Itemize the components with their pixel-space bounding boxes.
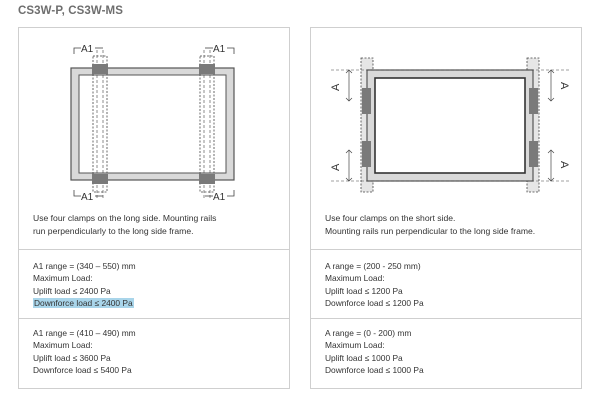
dim-label-left-bottom: A [330, 163, 342, 171]
downforce-load: Downforce load ≤ 1000 Pa [325, 364, 424, 375]
load-spec-block [33, 260, 283, 309]
uplift-load: Uplift load ≤ 1000 Pa [325, 352, 403, 363]
divider [19, 249, 289, 250]
range-text: A1 range = (410 – 490) mm [33, 328, 136, 338]
page-title: CS3W-P, CS3W-MS [18, 5, 123, 17]
clamp-right-bottom [529, 141, 538, 167]
load-spec-block [325, 327, 575, 376]
clamp-left-top [362, 88, 371, 114]
dim-label-bottom-left: A1 [81, 192, 94, 203]
uplift-load: Uplift load ≤ 3600 Pa [33, 352, 111, 363]
dim-label-right-top: A [558, 82, 570, 90]
max-load-label: Maximum Load: [325, 273, 385, 284]
range-text: A range = (0 - 200) mm [325, 328, 412, 338]
downforce-load: Downforce load ≤ 1200 Pa [325, 297, 424, 308]
module-glass [375, 78, 525, 173]
clamp-bottom-right [199, 174, 215, 184]
clamp-left-bottom [362, 141, 371, 167]
long-side-clamp-diagram [19, 28, 289, 205]
clamp-bottom-left [92, 174, 108, 184]
clamp-top-right [199, 64, 215, 74]
dim-label-left-top: A [330, 83, 342, 91]
dim-label-top-left: A1 [81, 44, 94, 55]
divider [19, 318, 289, 319]
dim-label-top-right: A1 [213, 44, 226, 55]
uplift-load: Uplift load ≤ 1200 Pa [325, 285, 403, 296]
range-text: A range = (200 - 250 mm) [325, 261, 421, 271]
short-side-caption: Use four clamps on the short side. Mounting rails run perpendicular to the long side frame. [325, 213, 536, 236]
long-side-clamp-panel [18, 27, 290, 389]
module-glass [79, 75, 226, 173]
max-load-label: Maximum Load: [33, 340, 93, 351]
load-spec-block [325, 260, 575, 309]
range-text: A1 range = (340 – 550) mm [33, 261, 136, 271]
divider [311, 249, 581, 250]
max-load-label: Maximum Load: [33, 273, 93, 284]
divider [311, 318, 581, 319]
dim-label-bottom-right: A1 [213, 192, 226, 203]
load-spec-block [33, 327, 283, 376]
max-load-label: Maximum Load: [325, 340, 385, 351]
short-side-clamp-panel [310, 27, 582, 389]
downforce-load: Downforce load ≤ 5400 Pa [33, 364, 132, 375]
downforce-load-highlighted[interactable]: Downforce load ≤ 2400 Pa [34, 297, 133, 308]
dim-label-right-bottom: A [558, 161, 570, 169]
uplift-load: Uplift load ≤ 2400 Pa [33, 285, 111, 296]
long-side-caption: Use four clamps on the long side. Mounting rails run perpendicularly to the long side frame. [33, 213, 217, 236]
clamp-top-left [92, 64, 108, 74]
clamp-right-top [529, 88, 538, 114]
short-side-clamp-diagram [311, 28, 581, 205]
